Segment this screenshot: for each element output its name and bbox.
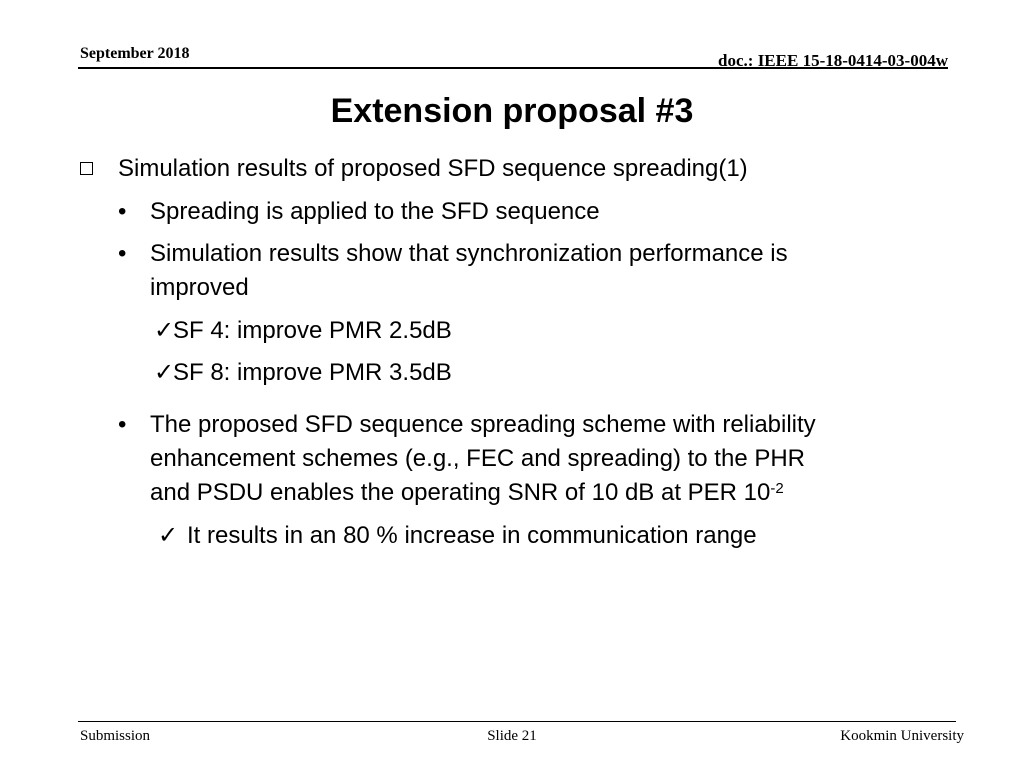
header-divider bbox=[78, 67, 948, 69]
bullet-text-main: and PSDU enables the operating SNR of 10 dB at PER 10 bbox=[150, 479, 771, 506]
checkmark-icon: ✓ bbox=[154, 317, 175, 344]
footer-submission: Submission bbox=[80, 728, 151, 744]
slide-title: Extension proposal #3 bbox=[330, 92, 694, 130]
checkmark-icon: ✓ bbox=[158, 522, 179, 549]
check-text: SF 8: improve PMR 3.5dB bbox=[173, 359, 452, 386]
bullet-dot-icon: • bbox=[118, 198, 127, 225]
bullet-dot-icon: • bbox=[118, 240, 127, 267]
footer-divider bbox=[78, 721, 956, 722]
footer-organization: Kookmin University bbox=[840, 728, 964, 744]
bullet-text-line: Simulation results show that synchronization performance is bbox=[150, 240, 788, 267]
checkmark-icon: ✓ bbox=[154, 359, 175, 386]
check-text: It results in an 80 % increase in communication range bbox=[187, 522, 757, 549]
bullet-text-line bbox=[150, 476, 784, 510]
bullet-text-line: improved bbox=[150, 274, 249, 301]
check-text: SF 4: improve PMR 2.5dB bbox=[173, 317, 452, 344]
header-date: September 2018 bbox=[80, 45, 190, 62]
bullet-text-line: enhancement schemes (e.g., FEC and spreading) to the PHR bbox=[150, 445, 806, 472]
footer-slide-number: Slide 21 bbox=[487, 728, 537, 744]
header-doc-id: doc.: IEEE 15-18-0414-03-004w bbox=[718, 51, 948, 70]
bullet-dot-icon: • bbox=[118, 411, 127, 438]
heading-text: Simulation results of proposed SFD sequence spreading(1) bbox=[118, 155, 748, 182]
bullet-text-line: The proposed SFD sequence spreading scheme with reliability bbox=[150, 411, 816, 438]
superscript-exponent: -2 bbox=[770, 480, 784, 497]
square-bullet-icon bbox=[80, 162, 93, 175]
bullet-text: Spreading is applied to the SFD sequence bbox=[150, 198, 600, 225]
